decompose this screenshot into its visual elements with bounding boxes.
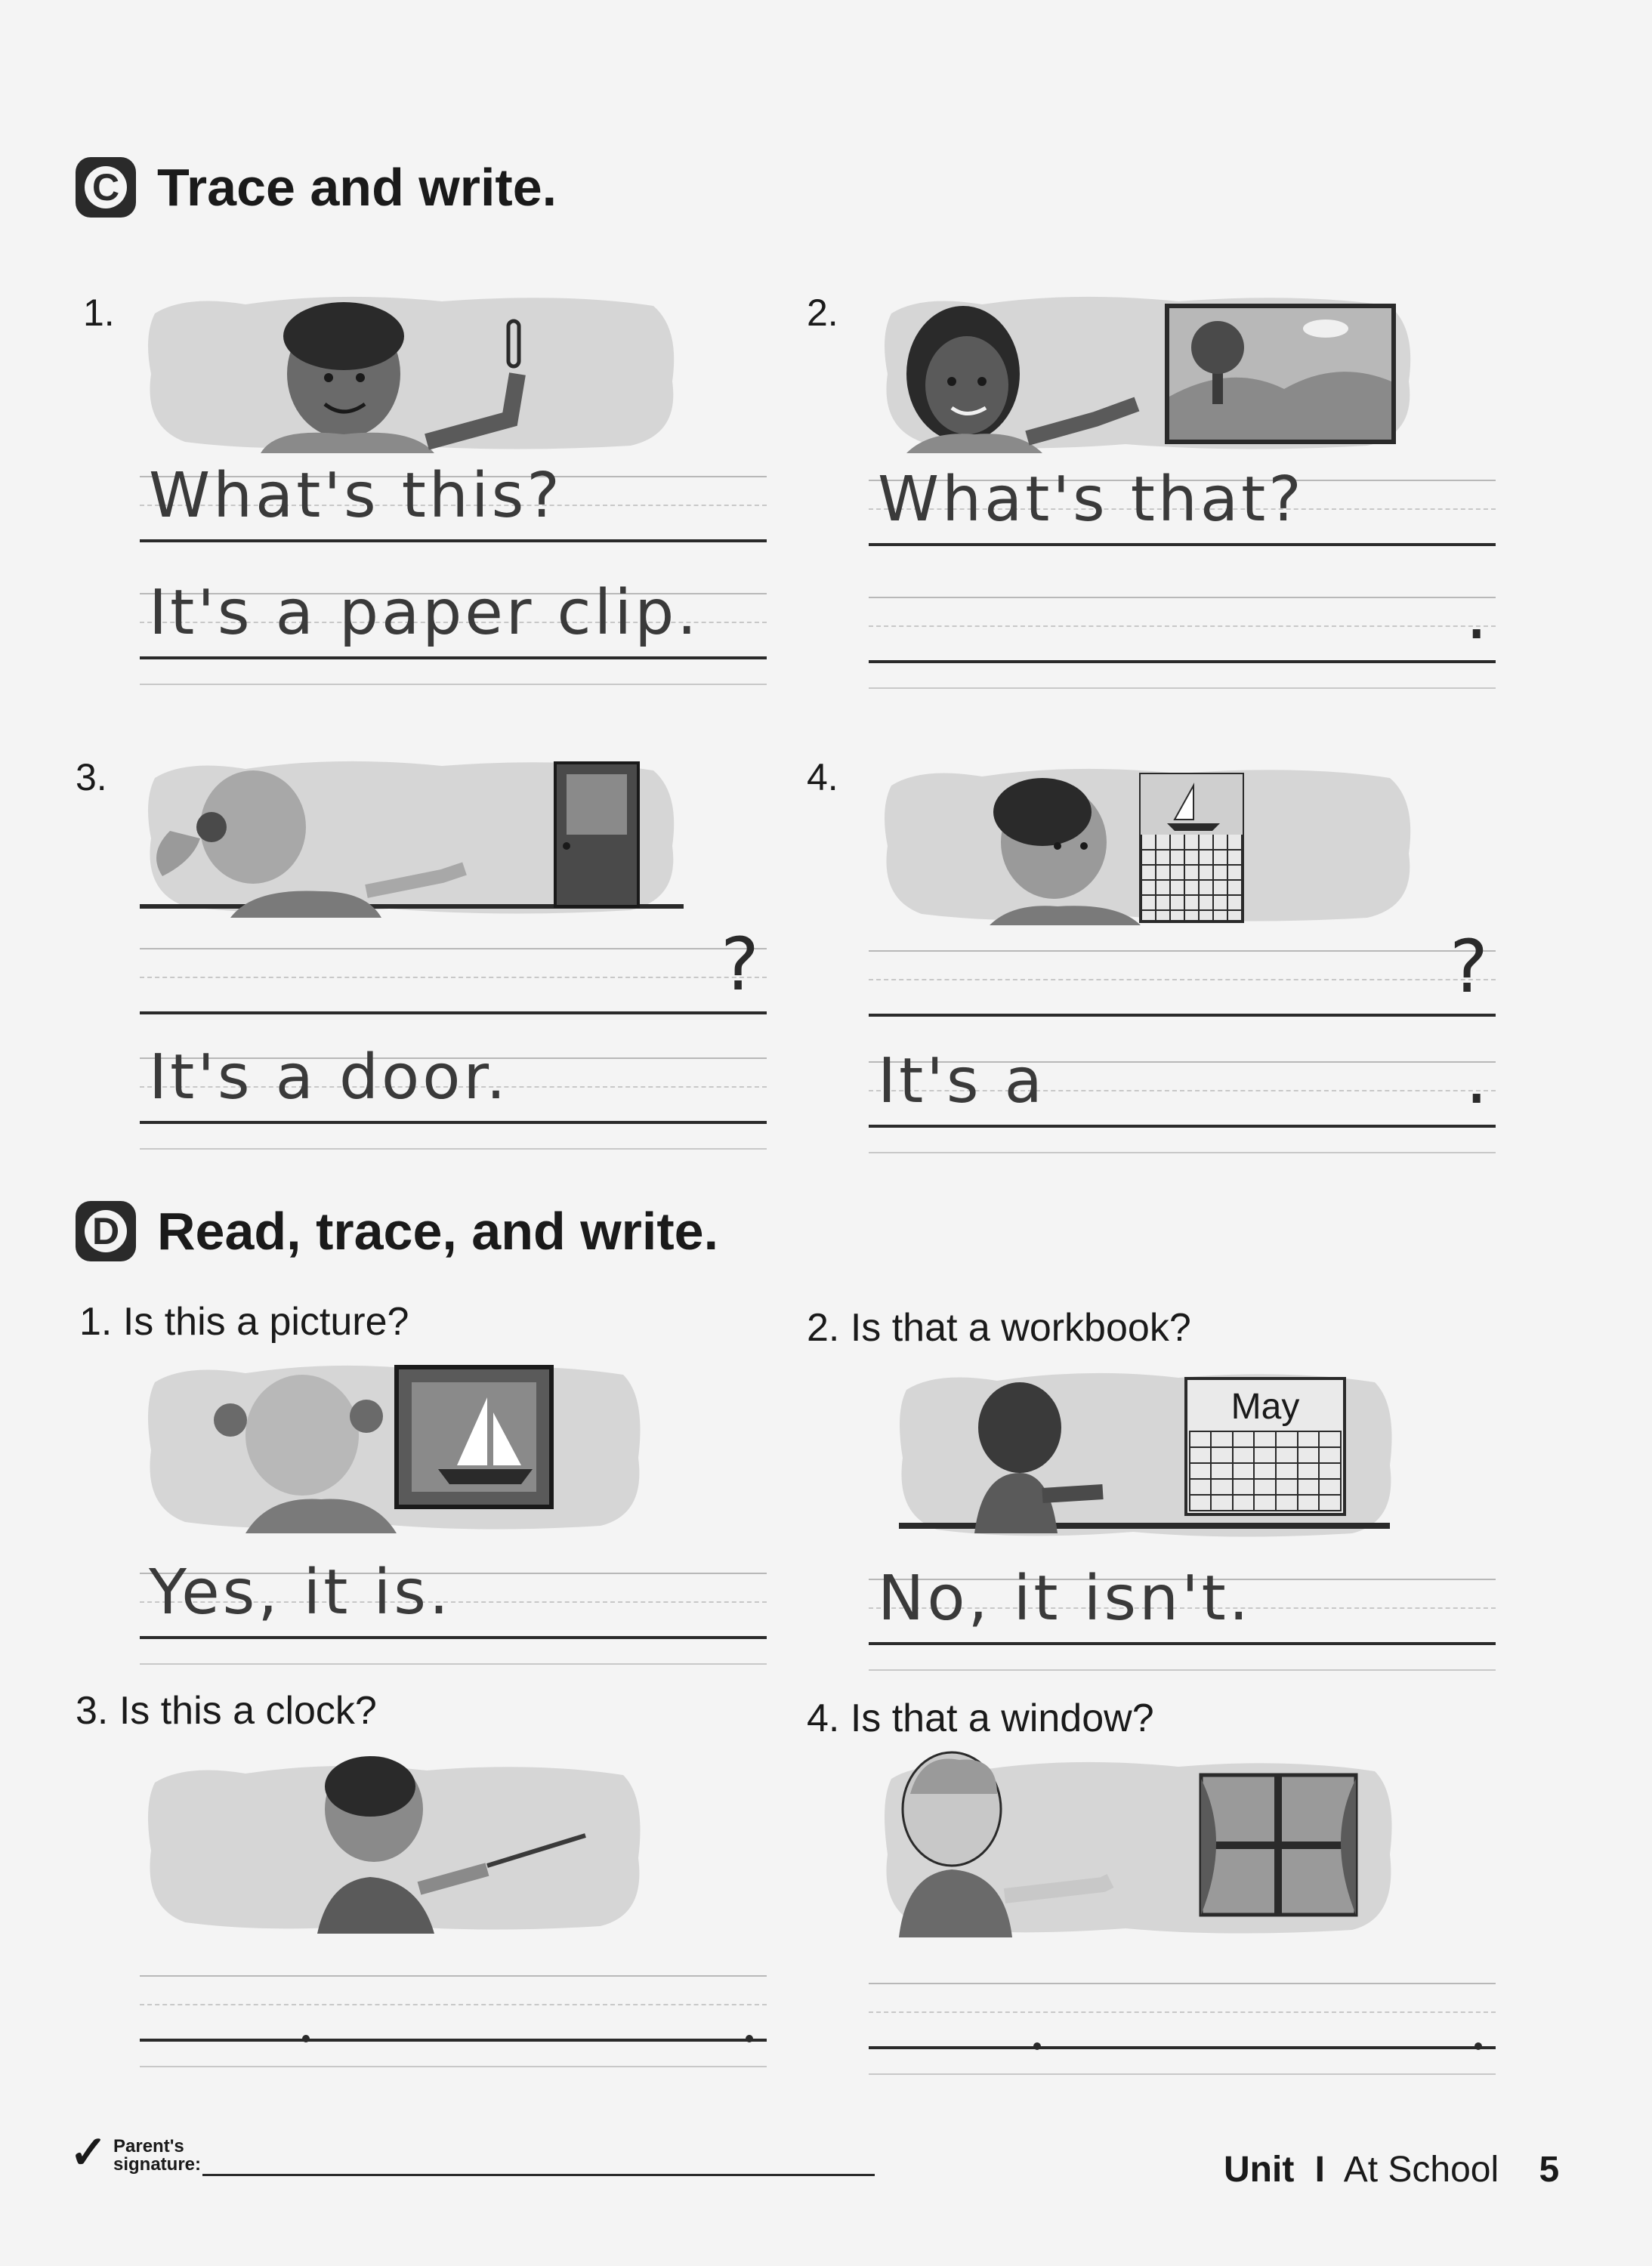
d3-illustration	[140, 1752, 646, 1934]
d1-question-text: Is this a picture?	[122, 1300, 409, 1344]
d2-calendar-month: May	[1231, 1387, 1300, 1427]
section-c-header	[76, 157, 557, 218]
c1-line2-trace: It's a paper clip.	[149, 577, 700, 649]
c2-line2	[869, 571, 1496, 710]
signature-label-line1: Parent's	[113, 2136, 184, 2156]
d3-number: 3.	[76, 1689, 109, 1733]
unit-label: Unit	[1224, 2150, 1295, 2190]
d4-period-mark	[1474, 2042, 1482, 2050]
signature-label	[113, 2138, 201, 2174]
check-icon: ✓	[69, 2127, 108, 2178]
c4-line2-period: .	[1465, 1036, 1488, 1120]
section-d-title: Read, trace, and write.	[157, 1202, 719, 1261]
section-c-badge	[76, 157, 136, 218]
c2-line2-period: .	[1465, 571, 1488, 656]
d1-illustration	[140, 1360, 646, 1533]
signature-line	[202, 2174, 875, 2176]
c2-number: 2.	[807, 292, 838, 334]
d1-number: 1.	[79, 1300, 113, 1344]
d4-illustration	[876, 1749, 1397, 1937]
d2-illustration	[891, 1367, 1397, 1541]
section-d-badge	[76, 1201, 136, 1261]
c1-line1-trace: What's this?	[149, 460, 563, 532]
c4-line2-trace: It's a	[878, 1045, 1045, 1117]
section-d-letter: D	[85, 1210, 127, 1252]
d3-question-text: Is this a clock?	[119, 1689, 377, 1733]
c2-line1-trace: What's that?	[878, 464, 1305, 536]
d4-comma-mark	[1033, 2042, 1041, 2050]
c4-illustration	[876, 763, 1420, 925]
d4-question	[807, 1696, 1154, 1741]
c4-number: 4.	[807, 756, 838, 798]
c2-illustration	[876, 291, 1420, 453]
c3-line2-trace: It's a door.	[149, 1042, 509, 1113]
c3-number: 3.	[76, 756, 107, 798]
d1-question	[79, 1299, 409, 1344]
d2-answer-trace: No, it isn't.	[878, 1563, 1252, 1635]
d1-answer-line	[140, 1557, 767, 1686]
section-c-title: Trace and write.	[157, 158, 557, 217]
c1-number: 1.	[83, 292, 115, 334]
d4-answer-line	[869, 1983, 1496, 2096]
signature-label-line2: signature:	[113, 2154, 202, 2175]
d4-question-text: Is that a window?	[850, 1696, 1154, 1740]
unit-name: At School	[1343, 2150, 1499, 2190]
d2-answer-line	[869, 1563, 1496, 1692]
d3-answer-line	[140, 1975, 767, 2088]
d2-number: 2.	[807, 1306, 840, 1350]
c3-illustration	[140, 755, 684, 918]
d2-question	[807, 1305, 1191, 1351]
c2-line1	[869, 464, 1496, 593]
section-c-letter: C	[85, 166, 127, 208]
d4-number: 4.	[807, 1696, 840, 1740]
c4-line1-question: ?	[1450, 925, 1488, 1009]
c1-line2	[140, 577, 767, 706]
c1-line1	[140, 460, 767, 589]
c4-line2	[869, 1036, 1496, 1175]
c1-illustration	[140, 291, 684, 453]
unit-number: I	[1314, 2150, 1325, 2190]
page-number: 5	[1539, 2150, 1560, 2190]
unit-footer	[1224, 2149, 1559, 2190]
c3-line2	[140, 1042, 767, 1171]
d3-comma-mark	[302, 2035, 310, 2042]
c3-line1-question: ?	[721, 922, 759, 1007]
d3-period-mark	[746, 2035, 753, 2042]
d2-question-text: Is that a workbook?	[850, 1306, 1191, 1350]
d3-question	[76, 1688, 377, 1733]
section-d-header	[76, 1201, 718, 1261]
d1-answer-trace: Yes, it is.	[149, 1557, 452, 1628]
